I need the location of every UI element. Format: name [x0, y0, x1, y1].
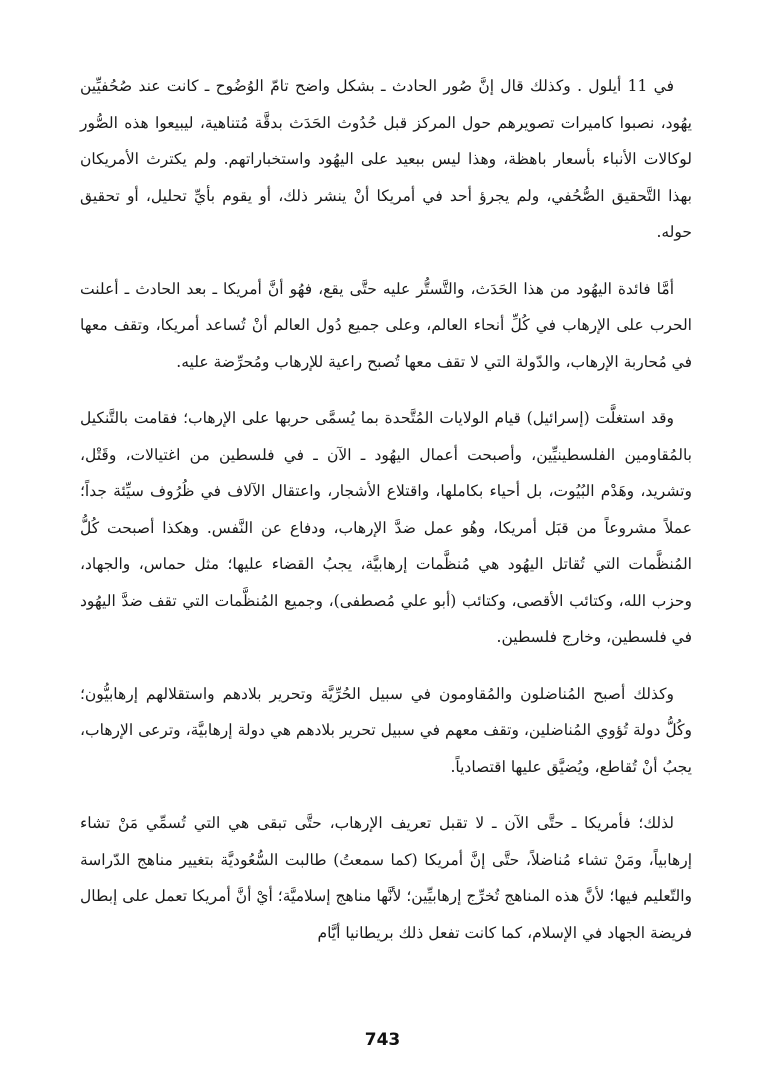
page-number: 743 [364, 1030, 401, 1050]
paragraph-2: أمَّا فائدة اليهُود من هذا الحَدَث، والتَّستُّر عليه حتَّى يقع، فهُو أنَّ أمريكا ـ بعد الحادث ـ أعلنت الحرب على الإرهاب في كُلِّ أنحاء العالم، وعلى جميع دُول العالم أنْ تُساعد أمريكا، وتقف معها في مُحاربة الإرهاب، والدّولة التي لا تقف معها تُصبح راعية للإرهاب ومُحرِّضة عليه. [80, 279, 692, 371]
paragraph-3: وقد استغلَّت (إسرائيل) قيام الولايات المُتَّحدة بما يُسمَّى حربها على الإرهاب؛ فقامت بالتَّنكيل بالمُقاومين الفلسطينيِّين، وأصبحت أعمال اليهُود ـ الآن ـ في فلسطين من اغتيالات، وقَتْل، وتشريد، وهَدْم البُيُوت، بل أحياء بكاملها، واقتلاع الأشجار، واعتقال الآلاف في ظُرُوف سيِّئة جداً؛ عملاً مشروعاً من قبَل أمريكا، وهُو عمل ضدَّ الإرهاب، ودفاع عن النَّفس. وهكذا أصبحت كُلُّ المُنظَّمات التي تُقاتل اليهُود هي مُنظَّمات إرهابيَّة، يجبُ القضاء عليها؛ مثل حماس، والجهاد، وحزب الله، وكتائب الأقصى، وكتائب (أبو علي مُصطفى)، وجميع المُنظَّمات التي تقف ضدَّ اليهُود في فلسطين، وخارج فلسطين. [80, 409, 692, 646]
paragraph-4: وكذلك أصبح المُناضلون والمُقاومون في سبيل الحُرِّيَّة وتحرير بلادهم واستقلالهم إرهابيُّون؛ وكُلُّ دولة تُؤوي المُناضلين، وتقف معهم في سبيل تحرير بلادهم هي دولة إرهابيَّة، وترعى الإرهاب، يجبُ أنْ تُقاطع، ويُضيَّق عليها اقتصادياً. [80, 684, 692, 776]
document-body [80, 68, 692, 951]
paragraph-5: لذلك؛ فأمريكا ـ حتَّى الآن ـ لا تقبل تعريف الإرهاب، حتَّى تبقى هي التي تُسمِّي مَنْ تشاء إرهابياً، ومَنْ تشاء مُناضلاً، حتَّى إنَّ أمريكا (كما سمعتُ) طالبت السُّعُوديَّة بتغيير مناهج الدّراسة والتّعليم فيها؛ لأنَّ هذه المناهج تُخرِّج إرهابيِّين؛ لأنَّها مناهج إسلاميَّة؛ أيْ أنَّ أمريكا تعمل على إبطال فريضة الجهاد في الإسلام، كما كانت تفعل ذلك بريطانيا أيَّام [80, 814, 692, 942]
paragraph-1: في 11 أيلول . وكذلك قال إنَّ صُور الحادث ـ بشكل واضح تامّ الوُضُوح ـ كانت عند صُحُفيِّين يهُود، نصبوا كاميرات تصويرهم حول المركز قبل حُدُوث الحَدَث بدقَّة مُتناهية، ليبيعوا هذه الصُّور لوكالات الأنباء بأسعار باهظة، وهذا ليس ببعيد على اليهُود واستخباراتهم. ولم يكترث الأمريكان بهذا التَّحقيق الصُّحُفي، ولم يجرؤ أحد في أمريكا أنْ ينشر ذلك، أو يقوم بأيِّ تحليل، أو تحقيق حوله. [80, 77, 692, 241]
